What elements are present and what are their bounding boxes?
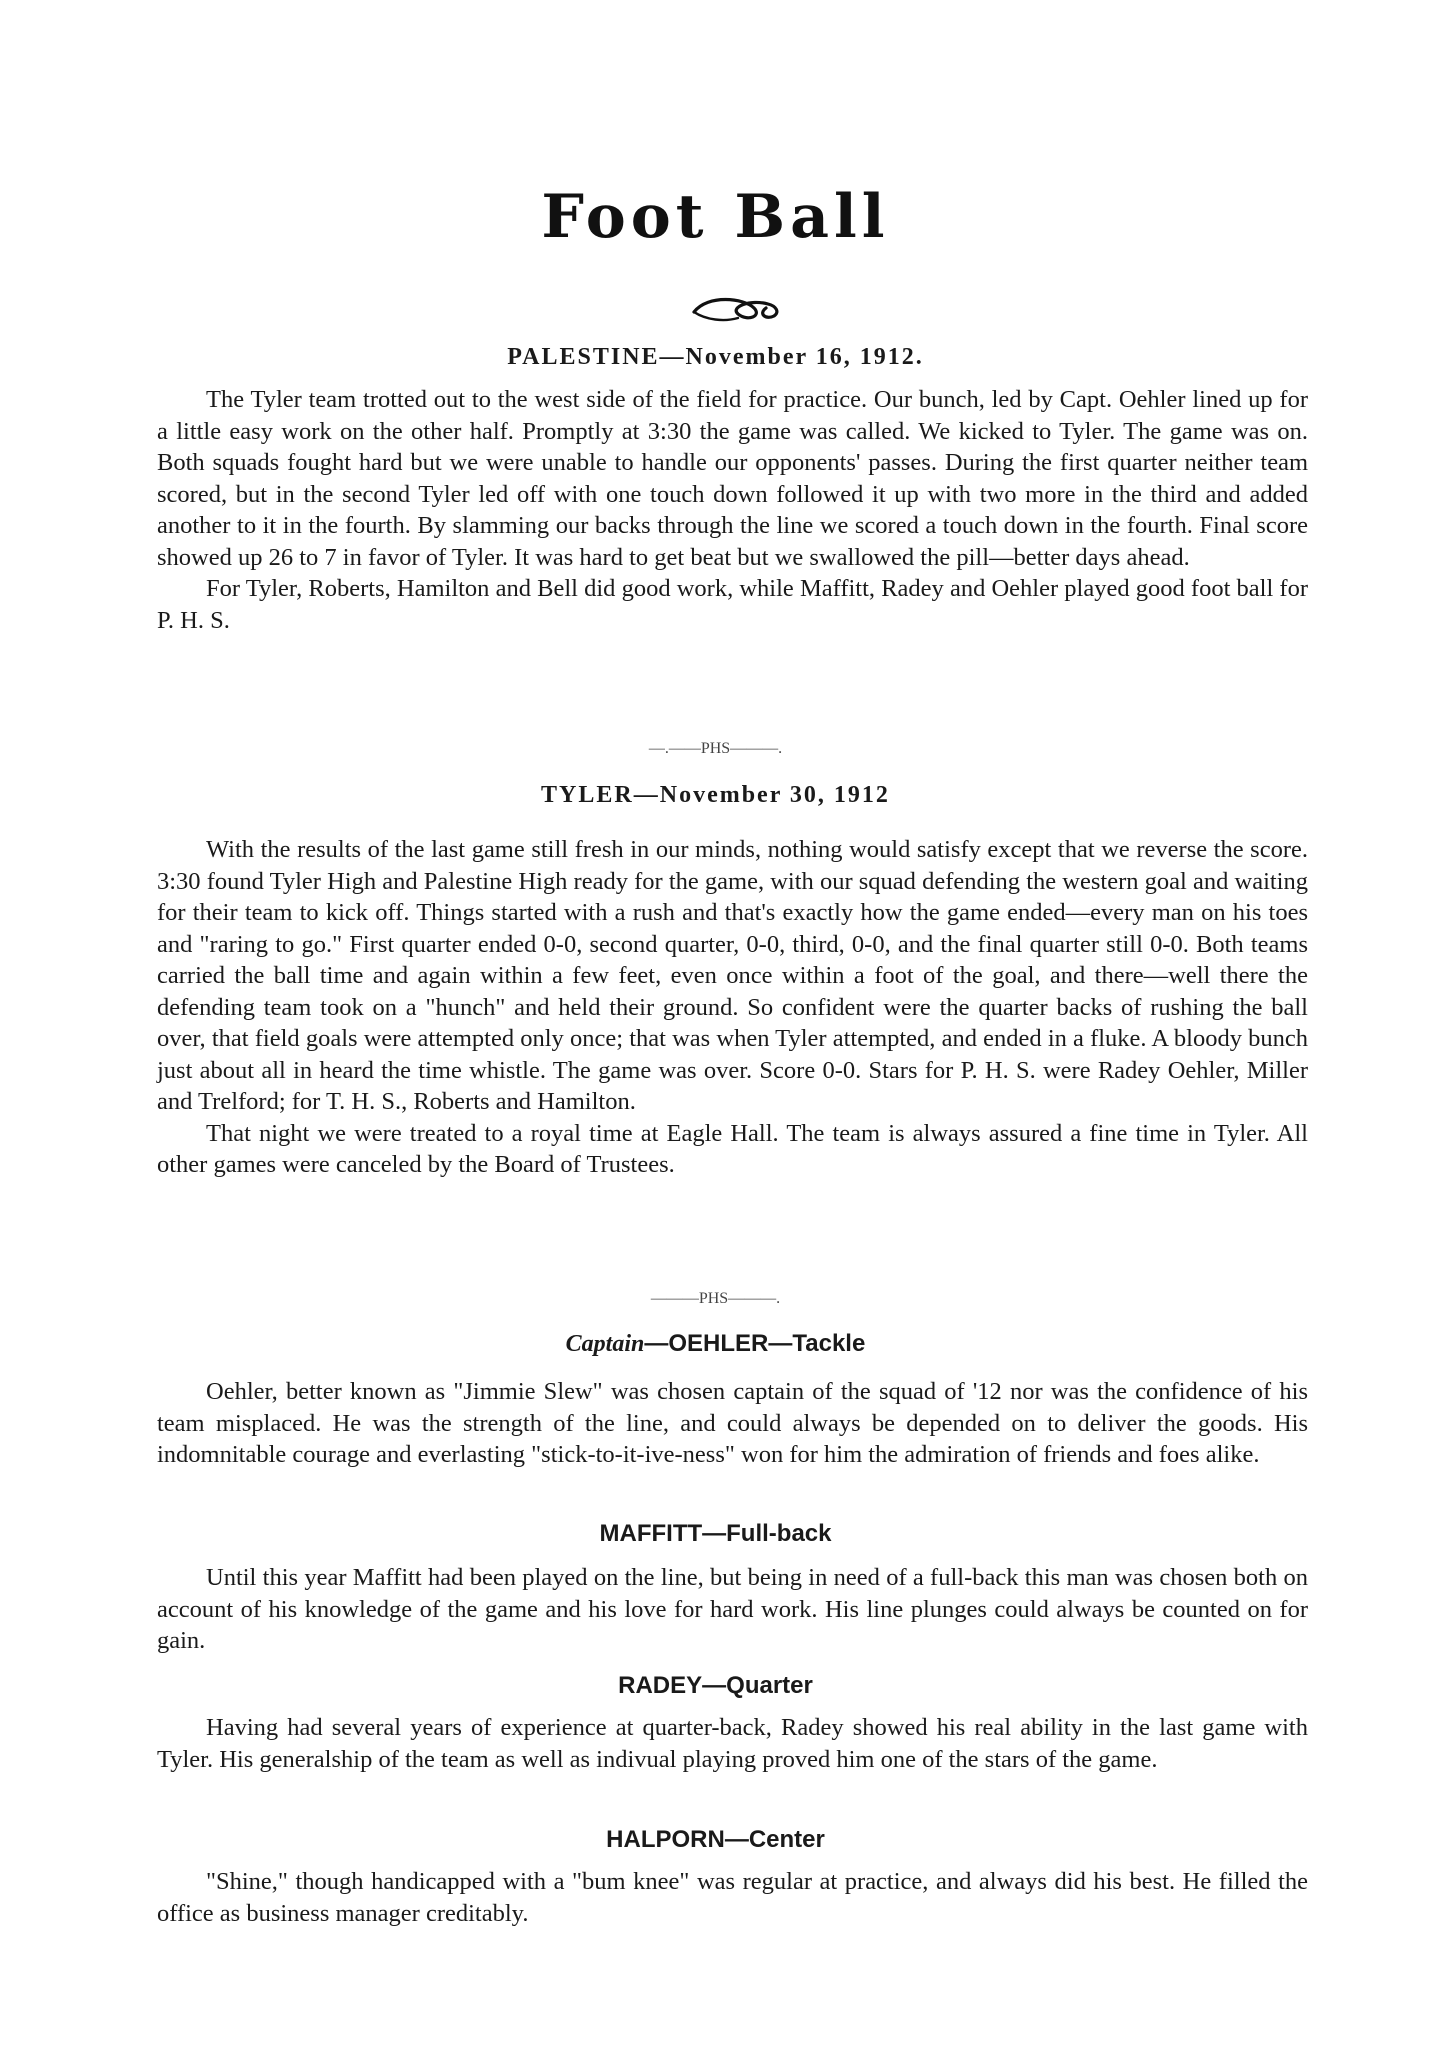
section-heading-palestine: PALESTINE—November 16, 1912. (507, 344, 924, 370)
flourish-ornament-icon (688, 290, 788, 330)
player-heading-radey: RADEY—Quarter (618, 1672, 813, 1699)
phs-divider: —.——PHS———. (648, 740, 783, 757)
player-heading-halporn: HALPORN—Center (606, 1826, 825, 1853)
captain-label: Captain (565, 1331, 645, 1357)
paragraph: With the results of the last game still fresh in our minds, nothing would satisfy except that we reverse the score. 3:30 found Tyler High and Palestine High ready for the game, with our squad defending the western goal and waiting for their team to kick off. Things started with a rush and that's exactly how the game ended—every man on his toes and "raring to go." First quarter ended 0-0, second quarter, 0-0, third, 0-0, and the final quarter still 0-0. Both teams carried the ball time and again within a few feet, even once within a foot of the goal, and there—well there the defending team took on a "hunch" and held their ground. So confident were the quarter backs of rushing the ball over, that field goals were attempted only once; that was when Tyler attempted, and ended in a fluke. A bloody bunch just about all in heard the time whistle. The game was over. Score 0-0. Stars for P. H. S. were Radey Oehler, Miller and Trelford; for T. H. S., Roberts and Hamilton. (157, 836, 1308, 1115)
paragraph: That night we were treated to a royal time at Eagle Hall. The team is always assured a fine time in Tyler. All other games were canceled by the Board of Trustees. (157, 1119, 1308, 1178)
player-body-maffitt (157, 1562, 1308, 1657)
player-body-oehler (157, 1376, 1308, 1471)
player-heading-maffitt: MAFFITT—Full-back (599, 1520, 832, 1547)
paragraph: Having had several years of experience at quarter-back, Radey showed his real ability in the last game with Tyler. His generalship of the team as well as indivual playing proved him one of the stars of the game. (157, 1714, 1308, 1773)
paragraph: Until this year Maffitt had been played on the line, but being in need of a full-back this man was chosen both on account of his knowledge of the game and his love for hard work. His line plunges could always be counted on for gain. (157, 1564, 1308, 1654)
paragraph: For Tyler, Roberts, Hamilton and Bell did good work, while Maffitt, Radey and Oehler played good foot ball for P. H. S. (157, 575, 1308, 634)
section-body-palestine (157, 384, 1308, 636)
section-heading-tyler: TYLER—November 30, 1912 (541, 782, 890, 808)
paragraph: Oehler, better known as "Jimmie Slew" was chosen captain of the squad of '12 nor was the confidence of his team misplaced. He was the strength of the line, and could always be depended on to deliver the goods. His indomnitable courage and everlasting "stick-to-it-ive-ness" won for him the admiration of friends and foes alike. (157, 1378, 1308, 1468)
section-body-tyler (157, 834, 1308, 1181)
page-title: Foot Ball (541, 182, 890, 252)
player-heading-oehler (0, 1330, 1431, 1358)
player-body-radey (157, 1712, 1308, 1775)
paragraph: "Shine," though handicapped with a "bum knee" was regular at practice, and always did his best. He filled the office as business manager creditably. (157, 1868, 1308, 1927)
phs-divider: ———PHS———. (650, 1290, 781, 1307)
paragraph: The Tyler team trotted out to the west side of the field for practice. Our bunch, led by Capt. Oehler lined up for a little easy work on the other half. Promptly at 3:30 the game was called. We kicked to Tyler. The game was on. Both squads fought hard but we were unable to handle our opponents' passes. During the first quarter neither team scored, but in the second Tyler led off with one touch down followed it up with two more in the third and added another to it in the fourth. By slamming our backs through the line we scored a touch down in the fourth. Final score showed up 26 to 7 in favor of Tyler. It was hard to get beat but we swallowed the pill—better days ahead. (157, 386, 1308, 571)
player-body-halporn (157, 1866, 1308, 1929)
player-title: —OEHLER—Tackle (644, 1330, 866, 1357)
